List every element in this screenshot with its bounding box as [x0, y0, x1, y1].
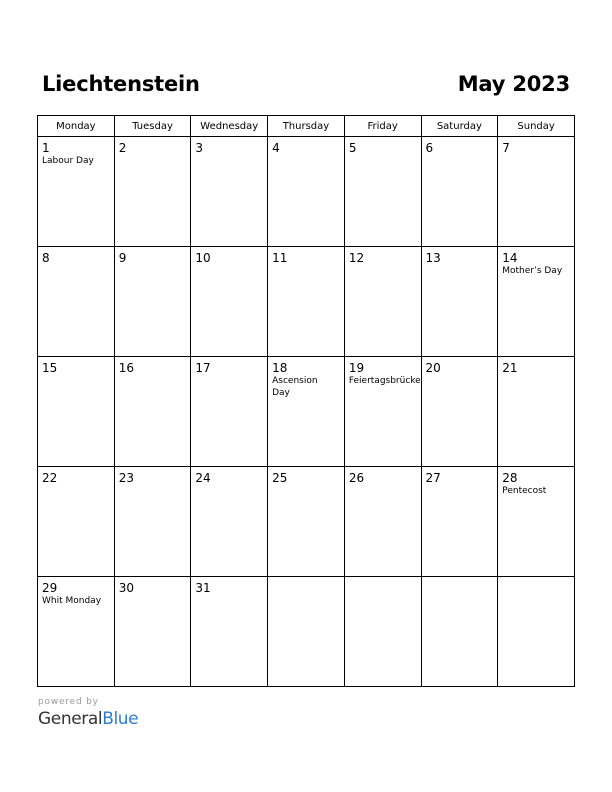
day-number: 1: [42, 141, 50, 155]
day-cell: [268, 357, 345, 467]
day-number: 29: [42, 581, 58, 595]
weekday-header-saturday: Saturday: [421, 116, 498, 137]
calendar-week-row: [38, 137, 575, 247]
day-number: 8: [42, 251, 50, 265]
weekday-header-thursday: Thursday: [268, 116, 345, 137]
day-cell: [268, 467, 345, 577]
calendar-week-row: [38, 247, 575, 357]
logo-text-blue: Blue: [102, 709, 139, 729]
day-number: 16: [118, 361, 134, 375]
day-number: 11: [272, 251, 288, 265]
day-cell-empty: [268, 577, 345, 687]
day-cell: [191, 357, 268, 467]
day-number: 31: [195, 581, 211, 595]
day-number: 23: [118, 471, 134, 485]
weekday-header-monday: Monday: [38, 116, 115, 137]
calendar-month-title: May 2023: [457, 72, 570, 96]
day-cell: [191, 137, 268, 247]
calendar-week-row: [38, 357, 575, 467]
day-cell: [498, 247, 575, 357]
day-number: 13: [425, 251, 441, 265]
holiday-label: Whit Monday: [42, 596, 102, 606]
day-cell: [498, 467, 575, 577]
footer-branding: [38, 696, 158, 729]
calendar-week-row: [38, 577, 575, 687]
day-cell: [38, 247, 115, 357]
day-cell: [114, 467, 191, 577]
day-number: 22: [42, 471, 58, 485]
weekday-header-friday: Friday: [344, 116, 421, 137]
day-number: 20: [425, 361, 441, 375]
logo-text-general: General: [38, 709, 103, 729]
day-number: 21: [502, 361, 518, 375]
calendar-week-row: [38, 467, 575, 577]
weekday-header-sunday: Sunday: [498, 116, 575, 137]
day-number: 7: [502, 141, 510, 155]
day-cell-empty: [421, 577, 498, 687]
weekday-header-row: [38, 116, 575, 137]
day-number: 2: [118, 141, 127, 155]
day-number: 27: [425, 471, 441, 485]
holiday-label: Pentecost: [502, 486, 547, 496]
day-cell: [421, 357, 498, 467]
day-cell: [268, 137, 345, 247]
powered-by-text: powered by: [38, 697, 99, 707]
holiday-label: Mother’s Day: [502, 266, 563, 276]
day-number: 25: [272, 471, 288, 485]
day-cell: [344, 137, 421, 247]
generalblue-logo[interactable]: [38, 709, 158, 729]
day-cell: [421, 467, 498, 577]
day-cell: [114, 357, 191, 467]
day-cell: [344, 467, 421, 577]
day-number: 17: [195, 361, 211, 375]
day-cell: [38, 357, 115, 467]
day-cell: [421, 137, 498, 247]
day-number: 12: [348, 251, 365, 265]
day-number: 14: [502, 251, 518, 265]
day-number: 30: [118, 581, 134, 595]
day-number: 3: [195, 141, 204, 155]
day-cell: [344, 357, 421, 467]
day-cell: [191, 247, 268, 357]
day-number: 15: [42, 361, 58, 375]
day-cell: [191, 577, 268, 687]
day-number: 10: [195, 251, 211, 265]
day-cell: [268, 247, 345, 357]
day-number: 6: [425, 141, 434, 155]
day-cell: [114, 247, 191, 357]
day-cell: [498, 357, 575, 467]
holiday-label: Ascension: [272, 376, 318, 386]
day-cell-empty: [498, 577, 575, 687]
day-cell: [421, 247, 498, 357]
calendar-grid: [37, 115, 575, 687]
weekday-header-tuesday: Tuesday: [114, 116, 191, 137]
day-number: 24: [195, 471, 211, 485]
day-cell: [498, 137, 575, 247]
day-cell: [114, 137, 191, 247]
day-number: 5: [348, 141, 357, 155]
day-cell: [344, 247, 421, 357]
holiday-label: Labour Day: [42, 156, 94, 166]
day-number: 26: [348, 471, 365, 485]
holiday-label: Feiertagsbrücke: [348, 376, 421, 386]
day-cell: [38, 467, 115, 577]
calendar-country-title: Liechtenstein: [42, 72, 200, 96]
day-number: 18: [272, 361, 288, 375]
day-cell-empty: [344, 577, 421, 687]
weekday-header-wednesday: Wednesday: [191, 116, 268, 137]
day-number: 4: [272, 141, 280, 155]
day-cell: [38, 137, 115, 247]
day-number: 28: [502, 471, 518, 485]
day-cell: [114, 577, 191, 687]
day-cell: [38, 577, 115, 687]
day-number: 9: [118, 251, 127, 265]
day-number: 19: [348, 361, 365, 375]
day-cell: [191, 467, 268, 577]
holiday-label: Day: [272, 388, 290, 398]
